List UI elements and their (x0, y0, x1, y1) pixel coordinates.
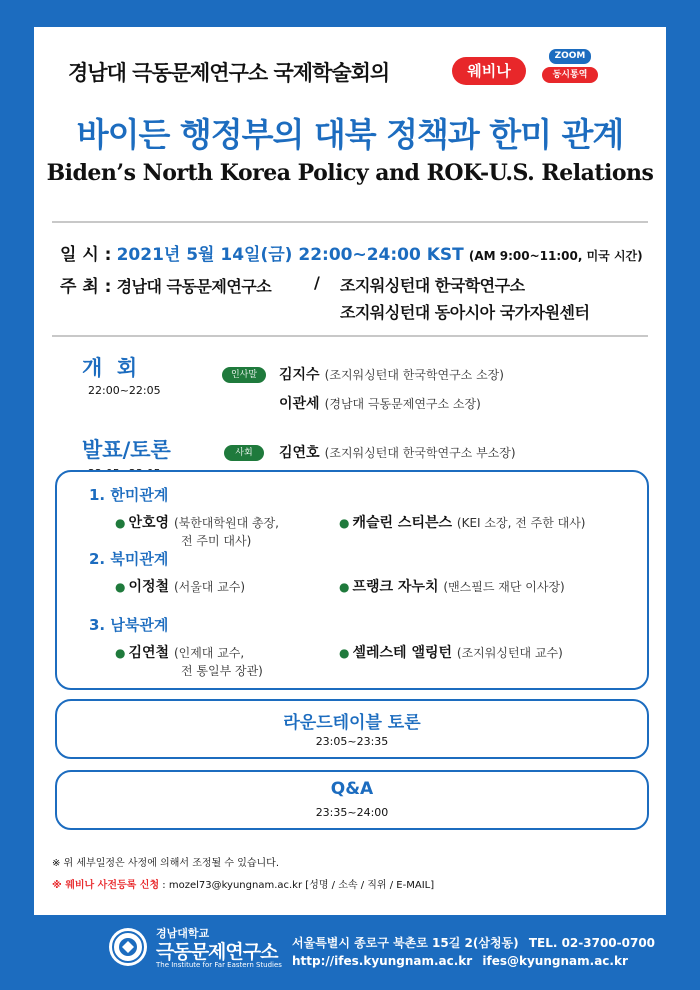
qa-title: Q&A (330, 779, 374, 799)
speaker-name: 김연호 (279, 445, 320, 461)
opening-title: 개 회 (82, 356, 138, 380)
institute-seal-icon (108, 927, 148, 967)
footer-url[interactable]: http://ifes.kyungnam.ac.kr (292, 954, 473, 968)
speaker-name: 셀레스테 앨링턴 (352, 645, 453, 661)
footer-institute-en: The Institute for Far Eastern Studies (156, 961, 282, 969)
interpretation-badge: 동시통역 (542, 67, 598, 83)
bullet-icon: ● (339, 516, 350, 530)
host-row (60, 272, 271, 297)
footer-tel: TEL. 02-3700-0700 (528, 936, 656, 950)
session-speaker (339, 512, 585, 532)
footer-institute: 극동문제연구소 (156, 941, 278, 963)
footer-address-row (292, 934, 655, 951)
speaker-affiliation: (맨스필드 재단 이사장) (443, 580, 565, 594)
opening-time: 22:00~22:05 (88, 384, 161, 397)
qa-box (55, 770, 649, 830)
main-title: 바이든 행정부의 대북 정책과 한미 관계 (76, 115, 624, 154)
host-1: 경남대 극동문제연구소 (116, 277, 272, 296)
footer-address: 서울특별시 종로구 북촌로 15길 2(삼청동) (292, 936, 519, 950)
schedule-note: ※ 위 세부일정은 사정에 의해서 조정될 수 있습니다. (52, 858, 280, 869)
speaker-affiliation: (KEI 소장, 전 주한 대사) (456, 516, 586, 530)
roundtable-title: 라운드테이블 토론 (283, 713, 421, 733)
opening-speaker-1 (279, 364, 504, 384)
speaker-name: 이관세 (279, 396, 320, 412)
roundtable-box (55, 699, 649, 759)
session-title: 1. 한미관계 (89, 486, 169, 504)
date-value: 2021년 5월 14일(금) 22:00~24:00 KST (116, 245, 464, 265)
speaker-name: 이정철 (128, 579, 170, 595)
speaker-affiliation: (서울대 교수) (173, 580, 246, 594)
roundtable-time: 23:05~23:35 (315, 735, 389, 748)
bullet-icon: ● (339, 580, 350, 594)
session-speaker (115, 642, 244, 662)
date-label: 일 시 : (60, 245, 112, 265)
speaker-name: 안호영 (128, 515, 170, 531)
speaker-affiliation: (조지워싱턴대 교수) (456, 646, 563, 660)
moderator-badge: 사회 (224, 445, 264, 461)
speaker-affiliation-cont: 전 통일부 장관) (181, 664, 263, 678)
qa-time: 23:35~24:00 (315, 806, 389, 819)
bullet-icon: ● (115, 516, 126, 530)
host-label: 주 최 : (60, 277, 112, 297)
divider (52, 335, 648, 337)
session-title: 2. 북미관계 (89, 550, 169, 568)
zoom-badge: ZOOM (549, 49, 591, 64)
session-title: 3. 남북관계 (89, 616, 169, 634)
footer-contact-row (292, 954, 628, 968)
speaker-affiliation: (조지워싱턴대 한국학연구소 부소장) (324, 446, 516, 460)
bullet-icon: ● (339, 646, 350, 660)
speaker-affiliation: (북한대학원대 총장, (173, 516, 279, 530)
session-speaker (339, 576, 565, 596)
sessions-box (55, 470, 649, 690)
moderator (279, 442, 516, 462)
speaker-name: 김지수 (279, 367, 320, 383)
speaker-name: 김연철 (128, 645, 170, 661)
date-row (60, 240, 643, 265)
registration-label: ※ 웨비나 사전등록 신청 (52, 880, 160, 891)
registration-text: : mozel73@kyungnam.ac.kr [성명 / 소속 / 직위 / E-MAIL] (162, 880, 435, 891)
registration-note (52, 876, 434, 891)
speaker-affiliation: (인제대 교수, (173, 646, 245, 660)
speaker-name: 프랭크 자누치 (352, 579, 439, 595)
bullet-icon: ● (115, 580, 126, 594)
session-speaker (115, 512, 279, 532)
english-title: Biden’s North Korea Policy and ROK-U.S. Relations (46, 160, 654, 186)
webinar-badge: 웨비나 (452, 57, 526, 85)
date-note: (AM 9:00~11:00, 미국 시간) (468, 249, 643, 263)
greeting-badge: 인사말 (222, 367, 266, 383)
poster-card (34, 27, 666, 915)
speaker-affiliation: (조지워싱턴대 한국학연구소 소장) (324, 368, 504, 382)
host-3: 조지워싱턴대 동아시아 국가자원센터 (340, 303, 590, 322)
session-speaker (339, 642, 563, 662)
footer-email[interactable]: ifes@kyungnam.ac.kr (482, 954, 628, 968)
divider (52, 221, 648, 223)
bullet-icon: ● (115, 646, 126, 660)
footer-university: 경남대학교 (156, 927, 210, 940)
host-separator: / (314, 273, 320, 292)
opening-speaker-2 (279, 393, 481, 413)
speaker-name: 캐슬린 스티븐스 (352, 515, 453, 531)
presentation-title: 발표/토론 (82, 438, 171, 462)
speaker-affiliation-cont: 전 주미 대사) (181, 534, 252, 548)
session-speaker (115, 576, 245, 596)
speaker-affiliation: (경남대 극동문제연구소 소장) (324, 397, 481, 411)
host-2: 조지워싱턴대 한국학연구소 (340, 276, 525, 295)
conference-header: 경남대 극동문제연구소 국제학술회의 (68, 61, 390, 85)
